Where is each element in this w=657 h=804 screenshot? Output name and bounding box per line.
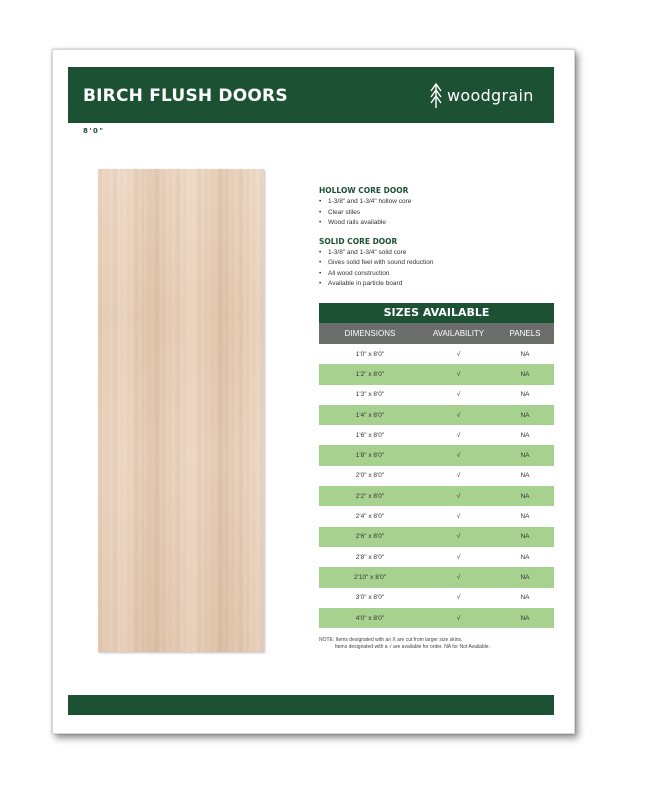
table-row <box>319 445 554 465</box>
cell-availability: √ <box>456 350 461 358</box>
cell-availability: √ <box>456 452 461 460</box>
table-row <box>319 425 554 445</box>
cell-panels: NA <box>520 370 530 378</box>
hollow-core-heading: HOLLOW CORE DOOR <box>319 186 409 195</box>
cell-dimensions: 2'8" x 8'0" <box>355 553 385 561</box>
table-row <box>319 466 554 486</box>
brand-name: woodgrain <box>447 86 534 105</box>
wood-grain-overlay <box>98 169 264 652</box>
column-header-dimensions: DIMENSIONS <box>344 329 396 338</box>
table-row <box>319 588 554 608</box>
cell-panels: NA <box>520 350 530 358</box>
cell-panels: NA <box>520 573 530 581</box>
cell-panels: NA <box>520 553 530 561</box>
cell-dimensions: 1'3" x 8'0" <box>355 391 385 399</box>
cell-availability: √ <box>456 391 461 399</box>
birch-door-image <box>98 169 264 652</box>
solid-core-list <box>319 248 559 290</box>
cell-dimensions: 1'0" x 8'0" <box>355 350 385 358</box>
table-row <box>319 486 554 506</box>
cell-availability: √ <box>456 614 461 622</box>
cell-dimensions: 1'6" x 8'0" <box>355 431 385 439</box>
cell-availability: √ <box>456 573 461 581</box>
table-row <box>319 527 554 547</box>
cell-dimensions: 3'0" x 8'0" <box>355 594 385 602</box>
sizes-table-title: SIZES AVAILABLE <box>319 303 554 323</box>
cell-panels: NA <box>520 431 530 439</box>
table-row <box>319 506 554 526</box>
page-title: BIRCH FLUSH DOORS <box>83 86 288 106</box>
cell-availability: √ <box>456 472 461 480</box>
column-header-availability: AVAILABILITY <box>432 329 485 338</box>
cell-panels: NA <box>520 472 530 480</box>
list-item: • 1-3/8" and 1-3/4" solid core <box>319 248 559 259</box>
table-row <box>319 547 554 567</box>
list-item: • All wood construction <box>319 269 559 280</box>
cell-dimensions: 2'6" x 8'0" <box>355 533 385 541</box>
cell-availability: √ <box>456 533 461 541</box>
list-item: • Available in particle board <box>319 279 559 290</box>
cell-availability: √ <box>456 594 461 602</box>
cell-panels: NA <box>520 492 530 500</box>
column-header-panels: PANELS <box>509 329 541 338</box>
spec-sheet <box>52 49 575 734</box>
list-item: • Wood rails available <box>319 218 559 229</box>
table-row <box>319 385 554 405</box>
sizes-table <box>319 303 554 628</box>
cell-availability: √ <box>456 492 461 500</box>
cell-panels: NA <box>520 513 530 521</box>
cell-availability: √ <box>456 513 461 521</box>
cell-panels: NA <box>520 452 530 460</box>
hollow-core-list <box>319 197 559 229</box>
cell-panels: NA <box>520 391 530 399</box>
cell-dimensions: 1'2" x 8'0" <box>355 370 385 378</box>
footnote <box>319 637 559 650</box>
header-banner <box>68 67 554 123</box>
solid-core-heading: SOLID CORE DOOR <box>319 236 398 246</box>
cell-dimensions: 1'4" x 8'0" <box>355 411 385 419</box>
brand-logo <box>428 81 548 111</box>
cell-availability: √ <box>456 553 461 561</box>
cell-panels: NA <box>520 614 530 622</box>
cell-dimensions: 4'0" x 8'0" <box>355 614 385 622</box>
cell-panels: NA <box>520 594 530 602</box>
sizes-table-header <box>319 323 554 344</box>
list-item: • 1-3/8" and 1-3/4" hollow core <box>319 197 559 208</box>
cell-panels: NA <box>520 533 530 541</box>
footer-banner <box>68 695 554 715</box>
table-row <box>319 567 554 587</box>
table-row <box>319 364 554 384</box>
cell-dimensions: 2'0" x 8'0" <box>355 472 385 480</box>
table-row <box>319 608 554 628</box>
list-item: • Clear stiles <box>319 208 559 219</box>
table-row <box>319 405 554 425</box>
cell-dimensions: 2'10" x 8'0" <box>353 573 387 581</box>
cell-dimensions: 1'8" x 8'0" <box>355 452 385 460</box>
list-item: • Gives solid feel with sound reduction <box>319 258 559 269</box>
cell-dimensions: 2'2" x 8'0" <box>355 492 385 500</box>
footnote-line-1: NOTE: Items designated with an X are cut from larger size skins. <box>319 637 463 643</box>
cell-availability: √ <box>456 411 461 419</box>
table-row <box>319 344 554 364</box>
features-section <box>319 186 559 298</box>
tree-logo-icon <box>428 81 444 109</box>
cell-availability: √ <box>456 431 461 439</box>
footnote-line-2: Items designated with a √ are available for order. NA for Not Available. <box>335 643 490 650</box>
cell-dimensions: 2'4" x 8'0" <box>355 513 385 521</box>
cell-availability: √ <box>456 370 461 378</box>
door-height: 8'0" <box>83 127 105 135</box>
sizes-table-body <box>319 344 554 628</box>
cell-panels: NA <box>520 411 530 419</box>
